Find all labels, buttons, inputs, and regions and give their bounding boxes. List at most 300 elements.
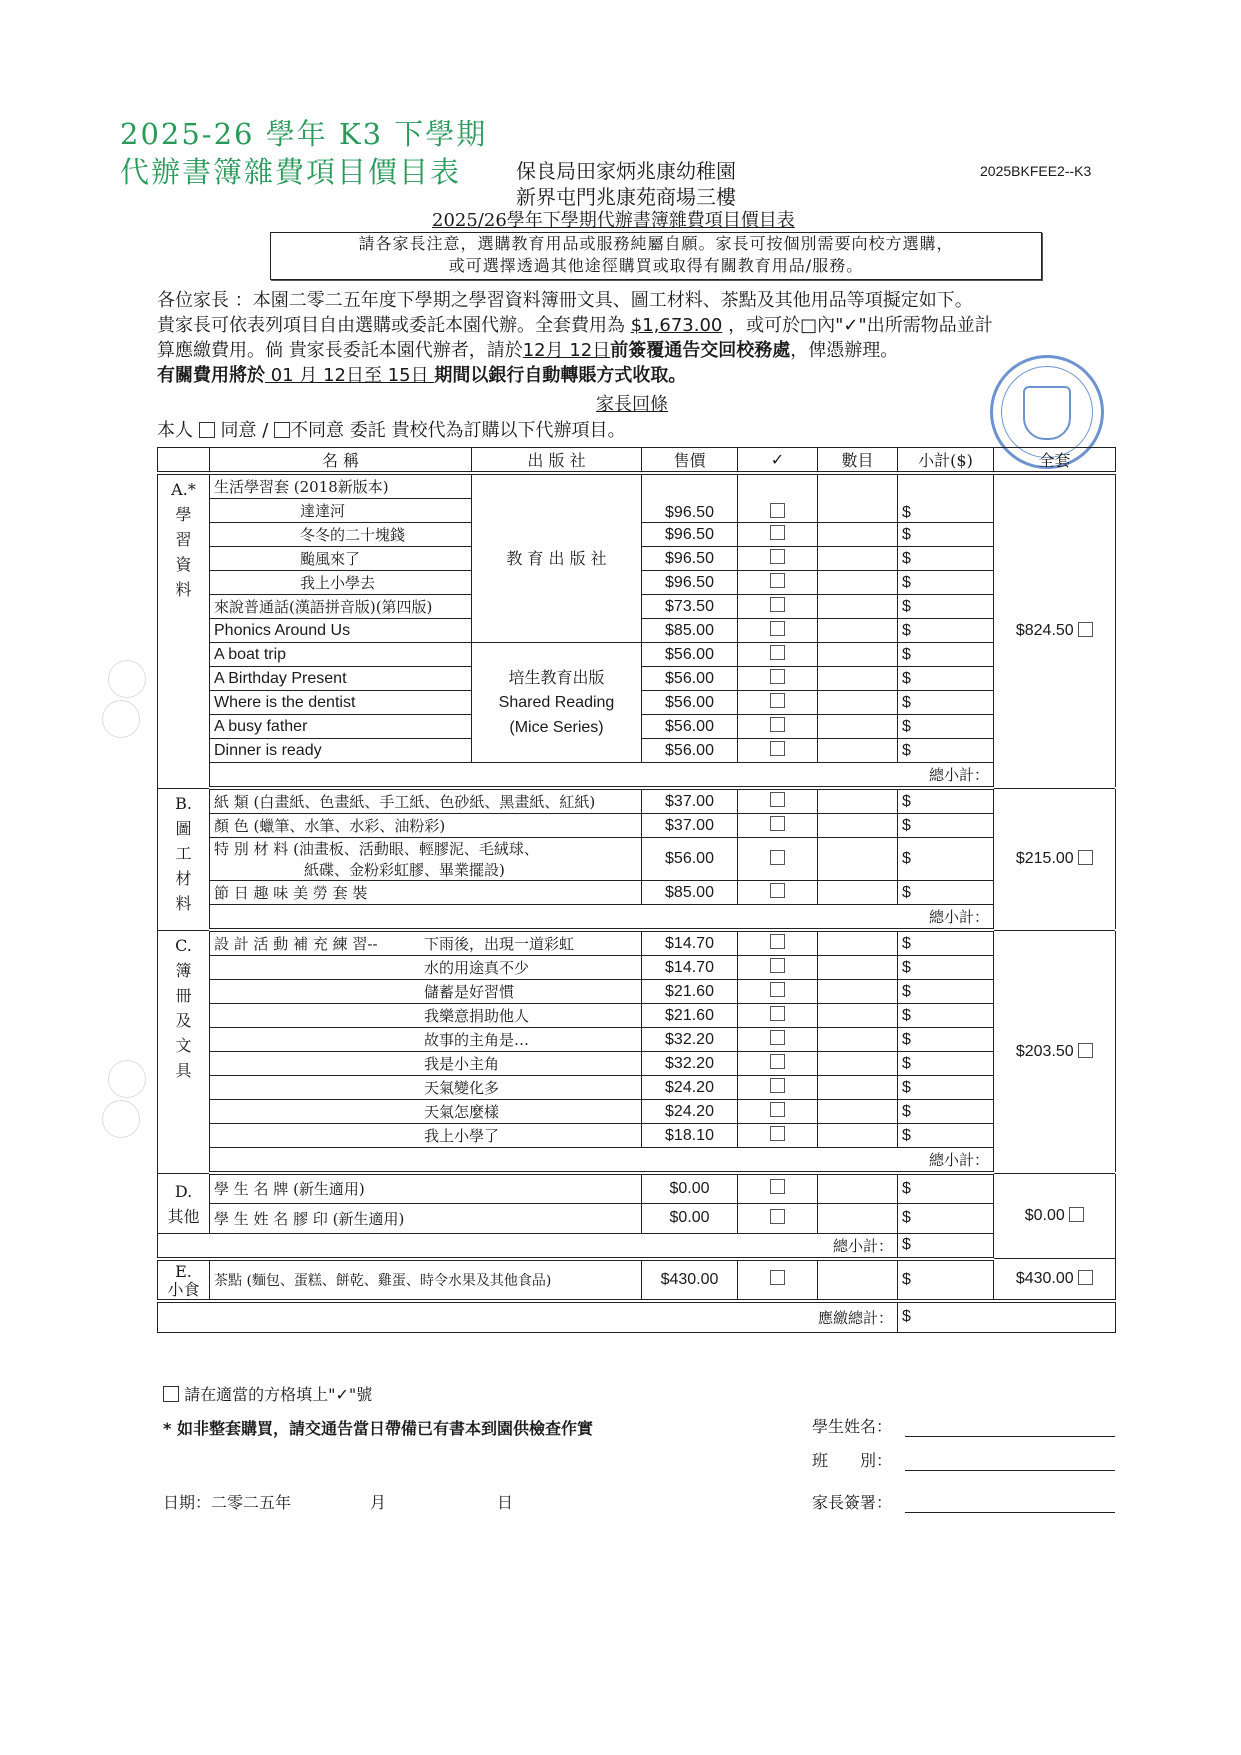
publisher-line: (Mice Series) bbox=[509, 719, 604, 736]
disagree-checkbox[interactable] bbox=[274, 422, 290, 438]
item-price: $96.50 bbox=[642, 523, 738, 547]
item-checkbox[interactable] bbox=[770, 982, 785, 997]
item-price: $430.00 bbox=[642, 1259, 738, 1301]
agree-label: 同意 / bbox=[220, 420, 269, 441]
item-checkbox[interactable] bbox=[770, 934, 785, 949]
full-set-checkbox[interactable] bbox=[1069, 1207, 1084, 1222]
quantity-field[interactable] bbox=[818, 881, 898, 905]
full-set-cell bbox=[994, 473, 1116, 788]
header-subtotal: 小計($) bbox=[898, 448, 994, 474]
select-cell bbox=[738, 523, 818, 547]
select-cell bbox=[738, 595, 818, 619]
quantity-field[interactable] bbox=[818, 1076, 898, 1100]
subtotal-field[interactable]: $ bbox=[898, 619, 994, 643]
full-set-price: $215.00 bbox=[1015, 850, 1074, 867]
quantity-field[interactable] bbox=[818, 980, 898, 1004]
quantity-field[interactable] bbox=[818, 930, 898, 956]
item-price: $56.00 bbox=[642, 643, 738, 667]
item-checkbox[interactable] bbox=[770, 850, 785, 865]
full-set-cell bbox=[994, 1259, 1116, 1301]
quantity-field[interactable] bbox=[818, 838, 898, 881]
subtotal-field[interactable]: $ bbox=[898, 643, 994, 667]
notice-line-2: 或可選擇透過其他途徑購買或取得有關教育用品/服務。 bbox=[448, 256, 864, 275]
item-price: $96.50 bbox=[642, 473, 738, 523]
item-name: 我上小學去 bbox=[210, 571, 472, 595]
quantity-field[interactable] bbox=[818, 1124, 898, 1148]
parent-signature-label: 家長簽署： bbox=[812, 1493, 893, 1512]
notice-line-1: 請各家長注意，選購教育用品或服務純屬自願。家長可按個別需要向校方選購， bbox=[358, 234, 954, 253]
agree-checkbox[interactable] bbox=[199, 422, 215, 438]
intro-line-4 bbox=[157, 363, 993, 388]
grand-total-row bbox=[158, 1301, 1116, 1333]
select-cell bbox=[738, 1124, 818, 1148]
item-name bbox=[210, 814, 642, 838]
table-row bbox=[158, 838, 1116, 881]
select-cell bbox=[738, 1100, 818, 1124]
publisher-line: 培生教育出版 bbox=[508, 668, 605, 687]
quantity-field[interactable] bbox=[818, 739, 898, 763]
item-name bbox=[210, 838, 642, 881]
item-name: 冬冬的二十塊錢 bbox=[210, 523, 472, 547]
header-category bbox=[158, 448, 210, 474]
item-price: $0.00 bbox=[642, 1203, 738, 1233]
month-label: 月 bbox=[370, 1493, 387, 1512]
item-checkbox[interactable] bbox=[770, 597, 785, 612]
class-field[interactable] bbox=[905, 1470, 1115, 1471]
select-cell bbox=[738, 667, 818, 691]
item-title: 下雨後，出現一道彩虹 bbox=[424, 935, 575, 953]
item-price: $21.60 bbox=[642, 980, 738, 1004]
item-checkbox[interactable] bbox=[770, 525, 785, 540]
table-row bbox=[158, 1052, 1116, 1076]
item-name: A busy father bbox=[210, 715, 472, 739]
table-row bbox=[158, 1259, 1116, 1301]
item-name: Where is the dentist bbox=[210, 691, 472, 715]
item-name bbox=[210, 980, 642, 1004]
subtotal-label: 總小計： bbox=[210, 1148, 994, 1174]
class-label: 班 別： bbox=[812, 1451, 893, 1470]
item-title: 我樂意捐助他人 bbox=[424, 1007, 530, 1025]
item-checkbox[interactable] bbox=[770, 958, 785, 973]
document-code: 2025BKFEE2--K3 bbox=[980, 163, 1092, 179]
quantity-field[interactable] bbox=[818, 1259, 898, 1301]
item-price: $85.00 bbox=[642, 619, 738, 643]
subtotal-field[interactable]: $ bbox=[898, 930, 994, 956]
item-checkbox[interactable] bbox=[770, 1270, 785, 1285]
tick-note bbox=[163, 1382, 372, 1405]
quantity-field[interactable] bbox=[818, 1203, 898, 1233]
publisher-cell bbox=[472, 643, 642, 763]
item-name: 生活學習套 (2018新版本) bbox=[210, 473, 472, 499]
item-name bbox=[210, 1028, 642, 1052]
quantity-field[interactable] bbox=[818, 1100, 898, 1124]
item-name bbox=[210, 1076, 642, 1100]
category-char: A.* bbox=[171, 480, 196, 499]
item-checkbox[interactable] bbox=[770, 693, 785, 708]
item-name: Dinner is ready bbox=[210, 739, 472, 763]
select-cell bbox=[738, 1076, 818, 1100]
quantity-field[interactable] bbox=[818, 643, 898, 667]
quantity-field[interactable] bbox=[818, 814, 898, 838]
category-char: 料 bbox=[175, 893, 192, 913]
item-price: $37.00 bbox=[642, 788, 738, 814]
day-label: 日 bbox=[497, 1493, 514, 1512]
publisher-line: Shared Reading bbox=[498, 694, 615, 711]
item-name-line: 節 日 趣 味 美 勞 套 裝 bbox=[214, 884, 368, 902]
item-title: 我是小主角 bbox=[424, 1055, 500, 1073]
full-set-cell bbox=[994, 788, 1116, 930]
quantity-field[interactable] bbox=[818, 667, 898, 691]
category-char: 學 bbox=[175, 505, 192, 524]
full-set-note: * 如非整套購買，請交通告當日帶備已有書本到園供檢查作實 bbox=[163, 1419, 593, 1438]
category-char: 具 bbox=[175, 1060, 192, 1080]
select-cell bbox=[738, 980, 818, 1004]
item-checkbox[interactable] bbox=[770, 1054, 785, 1069]
parent-signature-field[interactable] bbox=[905, 1512, 1115, 1513]
subtotal-field[interactable]: $ bbox=[898, 814, 994, 838]
tick-note-text: 請在適當的方格填上"✓"號 bbox=[184, 1385, 373, 1404]
item-price: $0.00 bbox=[642, 1173, 738, 1203]
table-row bbox=[158, 1124, 1116, 1148]
subtotal-field[interactable]: $ bbox=[898, 1076, 994, 1100]
item-name: 達達河 bbox=[210, 499, 472, 523]
item-name-line: 特 別 材 料 (油畫板、活動眼、輕膠泥、毛絨球、 bbox=[214, 840, 539, 858]
quantity-field[interactable] bbox=[818, 547, 898, 571]
item-title: 天氣變化多 bbox=[424, 1079, 500, 1097]
full-set-price: $0.00 bbox=[1024, 1206, 1065, 1224]
disagree-label: 不同意 bbox=[290, 420, 344, 441]
item-name bbox=[210, 956, 642, 980]
subtotal-field[interactable]: $ bbox=[898, 547, 994, 571]
subtotal-row bbox=[158, 1233, 1116, 1259]
item-name-line: 紙碟、金粉彩虹膠、畢業擺設) bbox=[304, 861, 505, 879]
select-cell bbox=[738, 571, 818, 595]
select-cell bbox=[738, 956, 818, 980]
intro-paragraph bbox=[157, 288, 993, 388]
table-row bbox=[158, 788, 1116, 814]
item-price: $24.20 bbox=[642, 1100, 738, 1124]
select-cell bbox=[738, 715, 818, 739]
item-price: $14.70 bbox=[642, 956, 738, 980]
full-set-price: $430.00 bbox=[1015, 1269, 1074, 1287]
table-row bbox=[158, 1076, 1116, 1100]
item-checkbox[interactable] bbox=[770, 1179, 785, 1194]
item-name-line: 顏 色 (蠟筆、水筆、水彩、油粉彩) bbox=[214, 817, 446, 835]
item-checkbox[interactable] bbox=[770, 816, 785, 831]
table-row bbox=[158, 1100, 1116, 1124]
subtotal-field[interactable]: $ bbox=[898, 595, 994, 619]
item-name bbox=[210, 930, 642, 956]
item-price: $37.00 bbox=[642, 814, 738, 838]
item-checkbox[interactable] bbox=[770, 645, 785, 660]
select-cell bbox=[738, 881, 818, 905]
item-checkbox[interactable] bbox=[770, 1126, 785, 1141]
full-set-cell bbox=[994, 1173, 1116, 1259]
subtotal-field[interactable]: $ bbox=[898, 739, 994, 763]
item-price: $56.00 bbox=[642, 715, 738, 739]
reply-heading: 家長回條 bbox=[596, 394, 668, 415]
category-char: 其他 bbox=[167, 1207, 200, 1226]
select-cell bbox=[738, 643, 818, 667]
item-name: Phonics Around Us bbox=[210, 619, 472, 643]
table-row bbox=[158, 956, 1116, 980]
item-checkbox[interactable] bbox=[770, 669, 785, 684]
item-title: 我上小學了 bbox=[424, 1127, 500, 1145]
quantity-field[interactable] bbox=[818, 788, 898, 814]
category-char: 習 bbox=[175, 530, 192, 549]
category-char: 及 bbox=[175, 1010, 192, 1030]
table-row bbox=[158, 473, 1116, 499]
item-price: $73.50 bbox=[642, 595, 738, 619]
subtotal-field[interactable]: $ bbox=[898, 1233, 994, 1259]
category-char: D. bbox=[174, 1182, 193, 1201]
quantity-field[interactable] bbox=[818, 1028, 898, 1052]
quantity-field[interactable] bbox=[818, 1173, 898, 1203]
subtotal-row bbox=[158, 905, 1116, 931]
subtotal-field[interactable]: $ bbox=[898, 1100, 994, 1124]
table-row bbox=[158, 930, 1116, 956]
select-cell bbox=[738, 814, 818, 838]
subtotal-label: 總小計： bbox=[210, 905, 994, 931]
header-price: 售價 bbox=[642, 448, 738, 474]
table-header-row bbox=[158, 448, 1116, 474]
item-checkbox[interactable] bbox=[770, 503, 785, 518]
subtotal-field[interactable]: $ bbox=[898, 1203, 994, 1233]
school-name: 保良局田家炳兆康幼稚園 bbox=[516, 159, 736, 183]
item-name: 颱風來了 bbox=[210, 547, 472, 571]
date-label: 日期：二零二五年 bbox=[163, 1493, 292, 1512]
subtotal-field[interactable]: $ bbox=[898, 838, 994, 881]
category-char: 工 bbox=[175, 843, 192, 863]
item-title: 儲蓄是好習慣 bbox=[424, 983, 515, 1001]
subtotal-field[interactable]: $ bbox=[898, 1004, 994, 1028]
subtotal-row bbox=[158, 1148, 1116, 1174]
item-price: $18.10 bbox=[642, 1124, 738, 1148]
fee-table-body bbox=[158, 473, 1116, 1333]
quantity-field[interactable] bbox=[818, 571, 898, 595]
item-title: 故事的主角是… bbox=[424, 1031, 530, 1049]
subtotal-field[interactable]: $ bbox=[898, 1124, 994, 1148]
item-price: $85.00 bbox=[642, 881, 738, 905]
fee-table bbox=[157, 447, 1116, 1333]
item-checkbox[interactable] bbox=[770, 1006, 785, 1021]
item-checkbox[interactable] bbox=[770, 883, 785, 898]
category-char: 小食 bbox=[167, 1279, 200, 1299]
punch-hole bbox=[102, 700, 140, 738]
subtotal-label: 總小計： bbox=[210, 763, 994, 789]
item-checkbox[interactable] bbox=[770, 1102, 785, 1117]
select-cell bbox=[738, 1028, 818, 1052]
subtotal-field[interactable]: $ bbox=[898, 571, 994, 595]
header-publisher: 出 版 社 bbox=[472, 448, 642, 474]
quantity-field[interactable] bbox=[818, 1004, 898, 1028]
punch-hole bbox=[102, 1100, 140, 1138]
full-set-price: $824.50 bbox=[1015, 622, 1074, 640]
publisher-cell: 教 育 出 版 社 bbox=[472, 473, 642, 643]
intro-text: 有關費用將於 bbox=[157, 365, 265, 386]
item-price: $32.20 bbox=[642, 1052, 738, 1076]
grand-total-field[interactable]: $ bbox=[898, 1301, 1116, 1333]
subtotal-field[interactable]: $ bbox=[898, 691, 994, 715]
quantity-field[interactable] bbox=[818, 473, 898, 523]
header-check: ✓ bbox=[738, 448, 818, 474]
category-char: 冊 bbox=[175, 985, 192, 1005]
full-set-checkbox[interactable] bbox=[1078, 622, 1093, 637]
subtotal-field[interactable]: $ bbox=[898, 1028, 994, 1052]
item-name: 學 生 名 牌 (新生適用) bbox=[210, 1173, 642, 1203]
consent-prefix: 本人 bbox=[157, 420, 193, 441]
full-set-price: $203.50 bbox=[1015, 1042, 1074, 1060]
header-full-set: 全套 bbox=[994, 448, 1116, 474]
category-char: 材 bbox=[175, 868, 192, 888]
item-name bbox=[210, 1124, 642, 1148]
subtotal-row bbox=[158, 763, 1116, 789]
title-line-1: 2025-26 學年 K3 下學期 bbox=[120, 117, 488, 151]
select-cell bbox=[738, 788, 818, 814]
item-name bbox=[210, 1004, 642, 1028]
item-price: $21.60 bbox=[642, 1004, 738, 1028]
select-cell bbox=[738, 1004, 818, 1028]
stamp-crest-icon bbox=[1023, 386, 1071, 440]
subtotal-field[interactable]: $ bbox=[898, 881, 994, 905]
item-title: 天氣怎麼樣 bbox=[424, 1103, 500, 1121]
item-name: A Birthday Present bbox=[210, 667, 472, 691]
item-name: 茶點 (麵包、蛋糕、餅乾、雞蛋、時令水果及其他食品) bbox=[210, 1259, 642, 1301]
quantity-field[interactable] bbox=[818, 1052, 898, 1076]
subtotal-field[interactable]: $ bbox=[898, 523, 994, 547]
item-checkbox[interactable] bbox=[770, 549, 785, 564]
intro-text: 算應繳費用。倘 貴家長委託本園代辦者，請於 bbox=[157, 340, 523, 361]
subtotal-field[interactable]: $ bbox=[898, 667, 994, 691]
school-address: 新界屯門兆康苑商場三樓 bbox=[516, 185, 736, 209]
item-checkbox[interactable] bbox=[770, 621, 785, 636]
subtotal-field[interactable]: $ bbox=[898, 1259, 994, 1301]
subtotal-field[interactable]: $ bbox=[898, 1052, 994, 1076]
category-char: 文 bbox=[175, 1035, 192, 1055]
item-checkbox[interactable] bbox=[770, 792, 785, 807]
select-cell bbox=[738, 1052, 818, 1076]
item-price: $96.50 bbox=[642, 547, 738, 571]
intro-line-2 bbox=[157, 313, 993, 338]
category-char: C. bbox=[175, 935, 192, 955]
item-name-line: 紙 類 (白畫紙、色畫紙、手工紙、色砂紙、黑畫紙、紅紙) bbox=[214, 793, 596, 811]
item-name bbox=[210, 788, 642, 814]
subtotal-field[interactable]: $ bbox=[898, 980, 994, 1004]
quantity-field[interactable] bbox=[818, 715, 898, 739]
item-checkbox[interactable] bbox=[770, 1078, 785, 1093]
category-label bbox=[158, 473, 210, 788]
item-checkbox[interactable] bbox=[770, 741, 785, 756]
intro-line-1: 各位家長 ：本園二零二五年度下學期之學習資料簿冊文具、圖工材料、茶點及其他用品等項擬定如下。 bbox=[157, 290, 973, 311]
punch-hole bbox=[108, 660, 146, 698]
item-name bbox=[210, 881, 642, 905]
category-char: B. bbox=[175, 793, 192, 813]
subtotal-field[interactable]: $ bbox=[898, 956, 994, 980]
select-cell bbox=[738, 739, 818, 763]
intro-text: 期間以銀行自動轉賬方式收取。 bbox=[434, 365, 687, 386]
item-price: $56.00 bbox=[642, 838, 738, 881]
consent-suffix: 委託 貴校代為訂購以下代辦項目。 bbox=[349, 420, 626, 441]
item-price: $32.20 bbox=[642, 1028, 738, 1052]
subtotal-field[interactable]: $ bbox=[898, 788, 994, 814]
category-char: 資 bbox=[175, 555, 192, 574]
category-char: E. bbox=[175, 1261, 192, 1281]
full-set-checkbox[interactable] bbox=[1078, 1043, 1093, 1058]
item-name: A boat trip bbox=[210, 643, 472, 667]
select-cell bbox=[738, 1173, 818, 1203]
header-quantity: 數目 bbox=[818, 448, 898, 474]
select-cell bbox=[738, 619, 818, 643]
category-label bbox=[158, 788, 210, 930]
category-label bbox=[158, 1173, 210, 1233]
tick-note-checkbox-icon bbox=[163, 1386, 179, 1402]
quantity-field[interactable] bbox=[818, 956, 898, 980]
item-price: $56.00 bbox=[642, 667, 738, 691]
item-price: $14.70 bbox=[642, 930, 738, 956]
header-name: 名 稱 bbox=[210, 448, 472, 474]
item-price: $56.00 bbox=[642, 739, 738, 763]
category-label bbox=[158, 930, 210, 1173]
intro-line-3 bbox=[157, 338, 993, 363]
subtotal-field[interactable]: $ bbox=[898, 473, 994, 523]
select-cell bbox=[738, 1203, 818, 1233]
full-set-checkbox[interactable] bbox=[1078, 850, 1093, 865]
category-label bbox=[158, 1259, 210, 1301]
item-price: $96.50 bbox=[642, 571, 738, 595]
item-name: 學 生 姓 名 膠 印 (新生適用) bbox=[210, 1203, 642, 1233]
item-checkbox[interactable] bbox=[770, 573, 785, 588]
intro-text: ，或可於□內"✓"出所需物品並計 bbox=[722, 315, 993, 336]
quantity-field[interactable] bbox=[818, 619, 898, 643]
quantity-field[interactable] bbox=[818, 691, 898, 715]
item-name bbox=[210, 1100, 642, 1124]
table-row bbox=[158, 1028, 1116, 1052]
item-checkbox[interactable] bbox=[770, 717, 785, 732]
select-cell bbox=[738, 547, 818, 571]
student-name-label: 學生姓名： bbox=[812, 1417, 893, 1436]
intro-text: 貴家長可依表列項目自由選購或委託本園代辦。全套費用為 bbox=[157, 315, 631, 336]
table-row bbox=[158, 814, 1116, 838]
subtotal-field[interactable]: $ bbox=[898, 1173, 994, 1203]
deadline-date: 12月 12日 bbox=[522, 340, 611, 361]
item-name: 來說普通話(漢語拼音版)(第四版) bbox=[210, 595, 472, 619]
select-cell bbox=[738, 691, 818, 715]
table-row bbox=[158, 1004, 1116, 1028]
title-line-2: 代辦書簿雜費項目價目表 bbox=[120, 155, 462, 189]
table-row bbox=[158, 1203, 1116, 1233]
collection-period: 01 月 12日至 15日 bbox=[265, 365, 435, 386]
quantity-field[interactable] bbox=[818, 595, 898, 619]
table-row bbox=[158, 1173, 1116, 1203]
full-set-checkbox[interactable] bbox=[1078, 1270, 1093, 1285]
item-title: 水的用途真不少 bbox=[424, 959, 530, 977]
document-subtitle: 2025/26學年下學期代辦書簿雜費項目價目表 bbox=[432, 210, 795, 231]
item-name bbox=[210, 1052, 642, 1076]
quantity-field[interactable] bbox=[818, 523, 898, 547]
select-cell bbox=[738, 473, 818, 523]
item-price: $56.00 bbox=[642, 691, 738, 715]
consent-line bbox=[157, 418, 625, 443]
item-checkbox[interactable] bbox=[770, 1209, 785, 1224]
student-name-field[interactable] bbox=[905, 1436, 1115, 1437]
item-price: $24.20 bbox=[642, 1076, 738, 1100]
item-checkbox[interactable] bbox=[770, 1030, 785, 1045]
select-cell bbox=[738, 1259, 818, 1301]
category-char: 料 bbox=[175, 580, 192, 599]
intro-text: 前簽覆通告交回校務處 bbox=[610, 340, 791, 361]
total-amount: $1,673.00 bbox=[630, 315, 723, 336]
subtotal-field[interactable]: $ bbox=[898, 715, 994, 739]
